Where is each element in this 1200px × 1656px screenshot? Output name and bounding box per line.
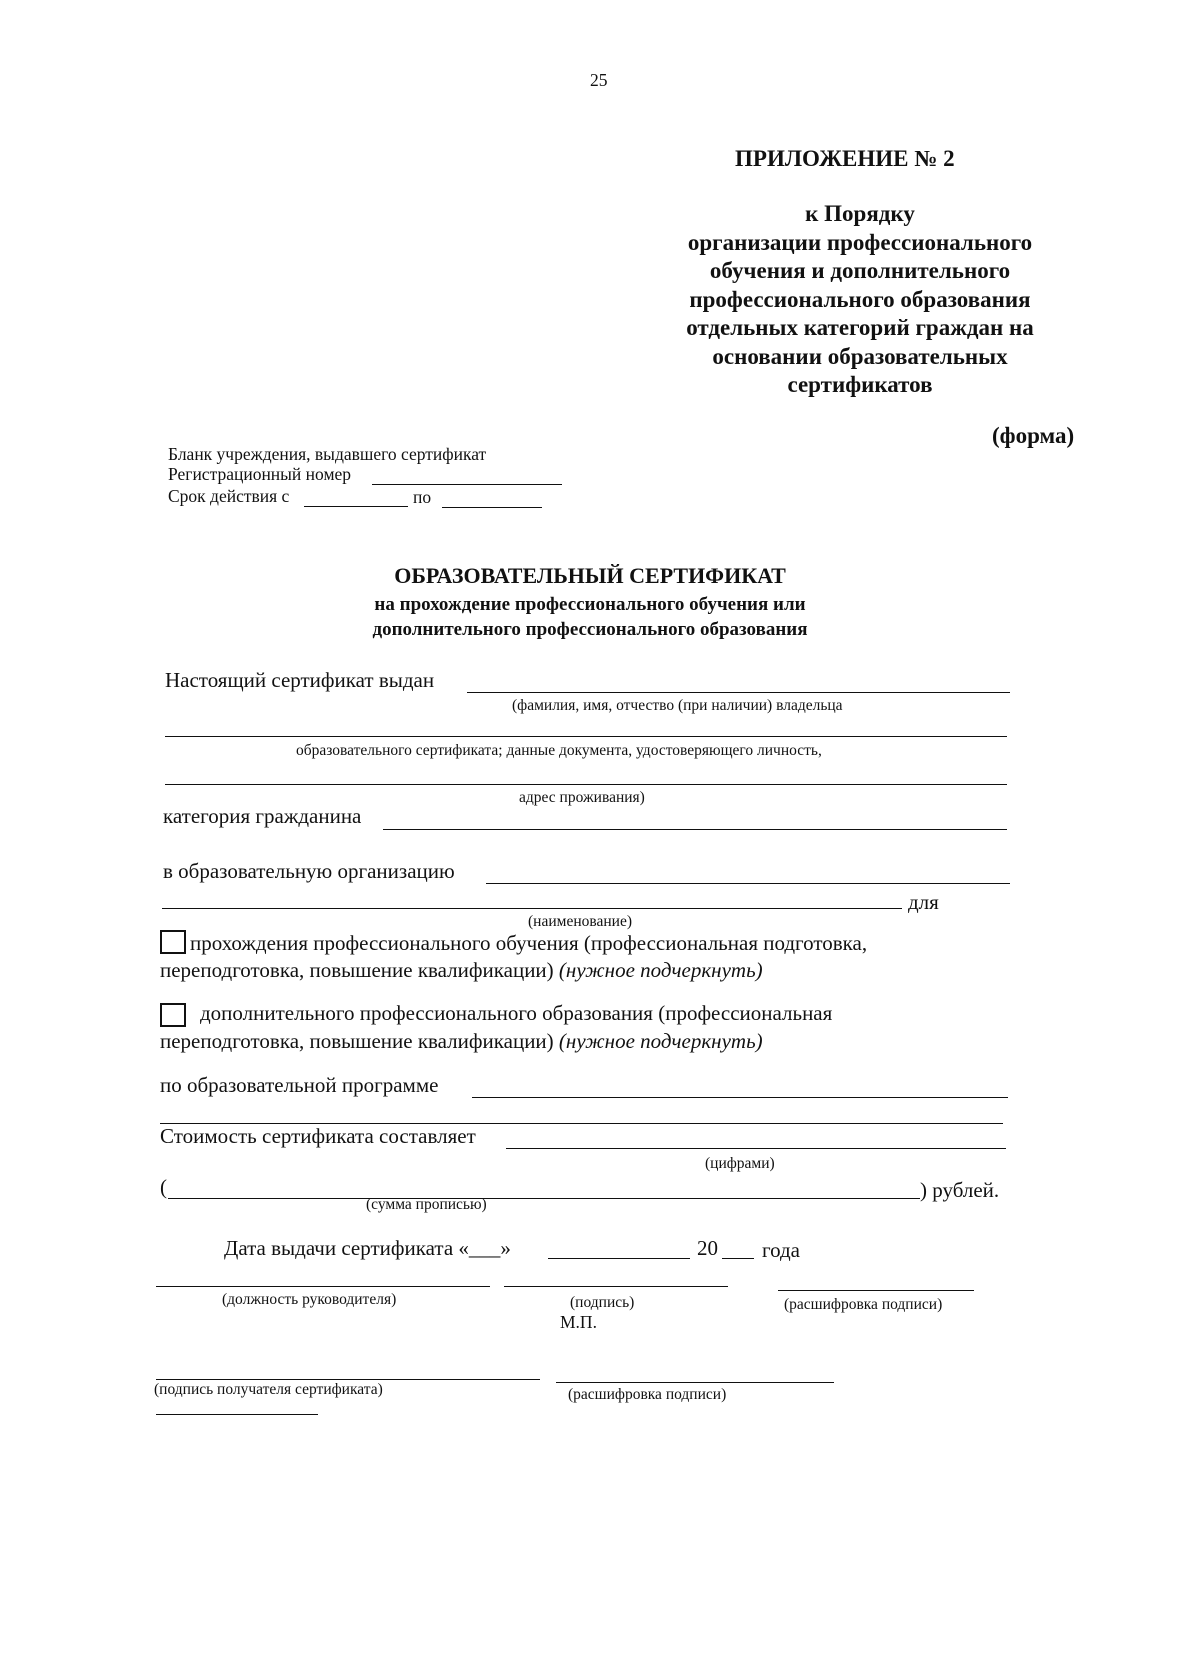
issued-hint-2: образовательного сертификата; данные документа, удостоверяющего личность, bbox=[296, 742, 822, 759]
appendix-line: к Порядку bbox=[805, 201, 915, 226]
validity-to-line bbox=[442, 507, 542, 508]
reg-number-line bbox=[372, 484, 562, 485]
appendix-line: основании образовательных bbox=[712, 343, 1008, 369]
owner-line-3 bbox=[165, 784, 1007, 785]
option-1-note: (нужное подчеркнуть) bbox=[558, 958, 763, 982]
decoding-hint: (расшифровка подписи) bbox=[784, 1296, 943, 1313]
category-line bbox=[383, 829, 1007, 830]
appendix-reference bbox=[640, 200, 1080, 400]
cost-words-line bbox=[168, 1198, 920, 1199]
option-1-text-cont bbox=[160, 958, 763, 983]
extra-line bbox=[156, 1414, 318, 1415]
year-line bbox=[722, 1258, 754, 1259]
recipient-decoding-hint: (расшифровка подписи) bbox=[568, 1386, 727, 1403]
issue-date-label: Дата выдачи сертификата «___» bbox=[224, 1236, 511, 1260]
organization-hint: (наименование) bbox=[528, 913, 632, 930]
recipient-signature-hint: (подпись получателя сертификата) bbox=[154, 1381, 383, 1398]
page-number: 25 bbox=[590, 70, 608, 90]
issued-to-line bbox=[467, 692, 1010, 693]
head-position-hint: (должность руководителя) bbox=[222, 1291, 397, 1308]
program-label: по образовательной программе bbox=[160, 1073, 439, 1097]
appendix-line: профессионального образования bbox=[689, 286, 1031, 312]
option-2-note: (нужное подчеркнуть) bbox=[558, 1029, 763, 1053]
additional-education-checkbox[interactable] bbox=[160, 1003, 186, 1027]
reg-number-label: Регистрационный номер bbox=[168, 464, 352, 484]
option-2-text: дополнительного профессионального образования (профессиональная bbox=[200, 1001, 833, 1025]
certificate-title: ОБРАЗОВАТЕЛЬНЫЙ СЕРТИФИКАТ bbox=[394, 563, 786, 588]
option-1-text: прохождения профессионального обучения (профессиональная подготовка, bbox=[190, 931, 868, 955]
appendix-title: ПРИЛОЖЕНИЕ № 2 bbox=[735, 146, 955, 171]
head-decoding-line bbox=[778, 1290, 974, 1291]
cost-digits-hint: (цифрами) bbox=[705, 1155, 775, 1172]
form-label: (форма) bbox=[992, 423, 1075, 448]
validity-from-line bbox=[304, 506, 408, 507]
appendix-line: обучения и дополнительного bbox=[709, 258, 1011, 283]
program-line bbox=[472, 1097, 1008, 1098]
recipient-decoding-line bbox=[556, 1382, 834, 1383]
appendix-line: организации профессионального bbox=[687, 229, 1033, 255]
blank-label: Бланк учреждения, выдавшего сертификат bbox=[168, 444, 487, 464]
for-label: для bbox=[908, 890, 939, 914]
validity-to-label: по bbox=[413, 487, 432, 507]
cost-digits-line bbox=[506, 1148, 1006, 1149]
head-position-line bbox=[156, 1286, 490, 1287]
issued-to-label: Настоящий сертификат выдан bbox=[165, 668, 435, 692]
issue-month-line bbox=[548, 1258, 690, 1259]
stamp-label: М.П. bbox=[560, 1312, 597, 1332]
validity-from-label: Срок действия с bbox=[168, 486, 290, 506]
appendix-line: сертификатов bbox=[787, 372, 933, 397]
issued-hint-3: адрес проживания) bbox=[519, 789, 645, 806]
vocational-training-checkbox[interactable] bbox=[160, 930, 186, 954]
certificate-subtitle-2: дополнительного профессионального образования bbox=[372, 619, 808, 640]
head-signature-line bbox=[504, 1286, 728, 1287]
cost-paren-open: ( bbox=[160, 1175, 167, 1199]
option-1-detail: переподготовка, повышение квалификации) bbox=[160, 958, 554, 982]
organization-line bbox=[486, 883, 1010, 884]
rubles-label: ) рублей. bbox=[920, 1178, 1000, 1202]
issued-hint-1: (фамилия, имя, отчество (при наличии) владельца bbox=[512, 697, 843, 714]
recipient-signature-line bbox=[156, 1379, 540, 1380]
cost-label: Стоимость сертификата составляет bbox=[160, 1124, 476, 1148]
organization-label: в образовательную организацию bbox=[163, 859, 455, 883]
category-label: категория гражданина bbox=[163, 804, 362, 828]
owner-line-2 bbox=[165, 736, 1007, 737]
certificate-subtitle-1: на прохождение профессионального обучения или bbox=[374, 594, 806, 615]
organization-line-2 bbox=[162, 908, 902, 909]
signature-hint: (подпись) bbox=[570, 1294, 635, 1311]
appendix-line: отдельных категорий граждан на bbox=[686, 315, 1034, 340]
option-2-detail: переподготовка, повышение квалификации) bbox=[160, 1029, 554, 1053]
cost-words-hint: (сумма прописью) bbox=[366, 1196, 487, 1213]
year-suffix: года bbox=[762, 1238, 800, 1262]
option-2-text-cont bbox=[160, 1029, 763, 1054]
year-prefix: 20 bbox=[697, 1236, 718, 1260]
